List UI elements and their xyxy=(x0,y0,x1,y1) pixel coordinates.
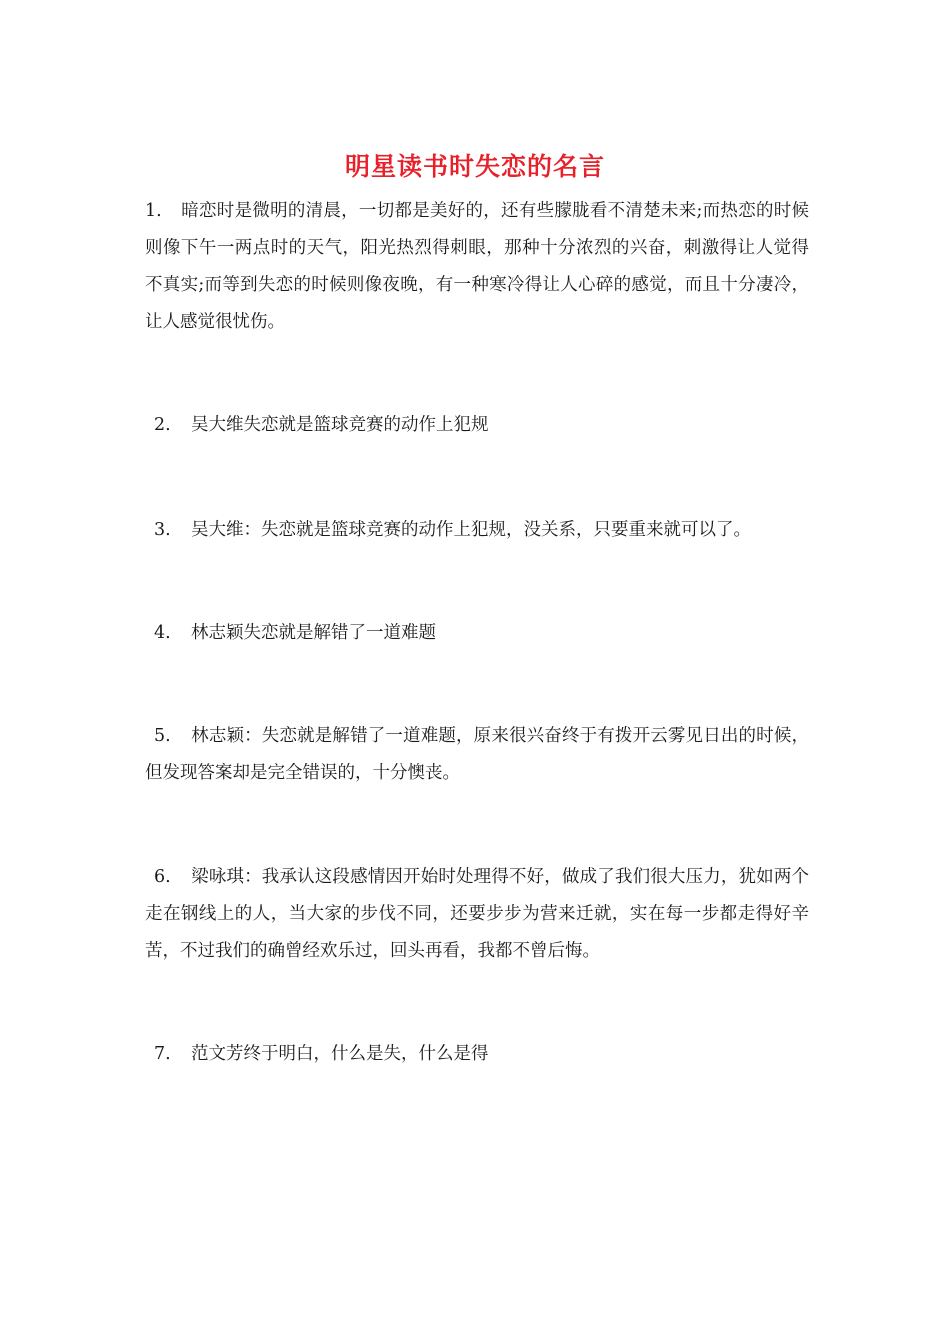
quote-number: 2. xyxy=(154,415,171,435)
quote-item-6 xyxy=(145,859,809,970)
quote-item-4 xyxy=(145,615,809,652)
quote-number: 3. xyxy=(154,520,171,540)
quote-text: 吴大维失恋就是篮球竞赛的动作上犯规 xyxy=(191,415,489,435)
quote-text: 林志颖失恋就是解错了一道难题 xyxy=(191,623,436,643)
quote-text: 范文芳终于明白，什么是失，什么是得 xyxy=(191,1044,489,1064)
quote-text: 暗恋时是微明的清晨，一切都是美好的，还有些朦胧看不清楚未来;而热恋的时候则像下午一两点时的天气，阳光热烈得刺眼，那种十分浓烈的兴奋，刺激得让人觉得不真实;而等到失恋的时候则像夜晚，有一种寒冷得让人心碎的感觉，而且十分凄冷，让人感觉很忧伤。 xyxy=(145,201,809,332)
quote-number: 4. xyxy=(154,623,171,643)
quote-text: 梁咏琪：我承认这段感情因开始时处理得不好，做成了我们很大压力，犹如两个走在钢线上的人，当大家的步伐不同，还要步步为营来迁就，实在每一步都走得好辛苦，不过我们的确曾经欢乐过，回头再看，我都不曾后悔。 xyxy=(145,867,809,961)
quote-item-1 xyxy=(145,193,809,341)
quote-number: 7. xyxy=(154,1044,171,1064)
quote-text: 吴大维：失恋就是篮球竞赛的动作上犯规，没关系，只要重来就可以了。 xyxy=(191,520,751,540)
quote-text: 林志颖：失恋就是解错了一道难题，原来很兴奋终于有拨开云雾见日出的时候，但发现答案却是完全错误的，十分懊丧。 xyxy=(145,726,809,783)
quote-item-5 xyxy=(145,718,809,792)
quote-number: 6. xyxy=(154,867,171,887)
quote-item-7 xyxy=(145,1036,809,1073)
quote-number: 5. xyxy=(154,726,171,746)
quote-item-2 xyxy=(145,407,809,444)
quote-item-3 xyxy=(145,512,809,549)
quote-number: 1. xyxy=(145,201,162,221)
document-title: 明星读书时失恋的名言 xyxy=(344,152,605,181)
